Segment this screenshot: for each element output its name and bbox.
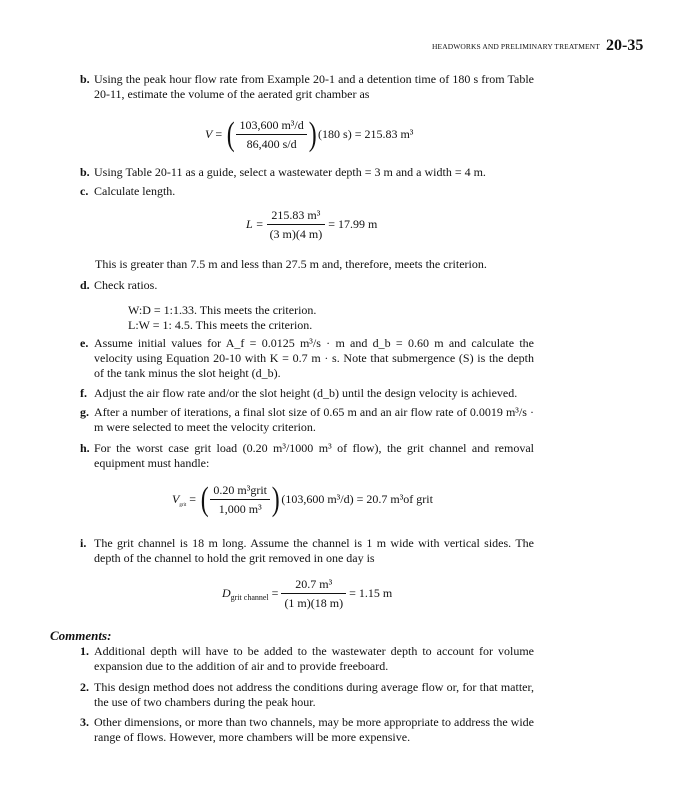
equation-rest: = 1.15 m xyxy=(349,585,393,600)
step-label: b. xyxy=(80,165,90,179)
step-e xyxy=(80,336,534,381)
equation-denominator: 86,400 s/d xyxy=(246,137,297,151)
step-f xyxy=(80,386,534,401)
comment-text: This design method does not address the conditions during average flow or, for that matter, the use of two chambers during the peak hour. xyxy=(94,680,534,709)
equation-depth: $D_{grit channel}$ = $\frac{\text{20.7 m³}}{(1 m)(18 m)}$ = 1.15 m xyxy=(222,577,393,610)
comment-item xyxy=(80,715,534,745)
step-label: i. xyxy=(80,536,87,550)
running-header: HEADWORKS AND PRELIMINARY TREATMENT xyxy=(432,42,600,51)
comment-item xyxy=(80,680,534,710)
comment-label: 2. xyxy=(80,680,89,694)
equation-denominator: (1 m)(18 m) xyxy=(284,596,344,610)
equation-rest: (180 s) = 215.83 m³ xyxy=(318,126,414,141)
length-note: This is greater than 7.5 m and less than 27.5 m and, therefore, meets the criterion. xyxy=(95,257,487,271)
comment-label: 3. xyxy=(80,715,89,729)
step-c xyxy=(80,184,534,199)
step-h xyxy=(80,441,534,471)
step-text: Assume initial values for A_f = 0.0125 m³/s · m and d_b = 0.60 m and calculate the velocity using Equation 20-10 with K = 0.7 m · s. Note that submergence (S) is the depth of the tank minus the slot height (d_b). xyxy=(94,336,534,380)
step-text: The grit channel is 18 m long. Assume the channel is 1 m wide with vertical sides. The depth of the channel to hold the grit removed in one day is xyxy=(94,536,534,565)
step-label: h. xyxy=(80,441,90,455)
equation-length xyxy=(246,208,377,242)
comment-text: Other dimensions, or more than two channels, may be more appropriate to address the wide range of flows. However, more chambers will be more expensive. xyxy=(94,715,534,744)
step-label: c. xyxy=(80,184,89,198)
step-label: g. xyxy=(80,405,89,419)
equation-grit: $V_{grit}$ = ( $\frac{\text{0.20 m³grit}}{\text{1,000 m³}}$ ) (103,600 m³/d) = 20.7 m³of grit xyxy=(172,481,433,518)
equation-lhs-subscript: grit channel xyxy=(230,592,269,602)
comment-item xyxy=(80,644,534,674)
step-g xyxy=(80,405,534,435)
equation-lhs: D xyxy=(222,585,231,600)
equation-denominator: 1,000 m³ xyxy=(218,502,262,516)
step-text: Check ratios. xyxy=(94,278,158,292)
page-number: 20-35 xyxy=(606,37,644,54)
step-i xyxy=(80,536,534,566)
equation-lhs: L = xyxy=(246,216,264,231)
comment-label: 1. xyxy=(80,644,89,658)
step-label: f. xyxy=(80,386,87,400)
equation-lhs: V xyxy=(205,126,213,141)
equation-volume: V = ( $\frac{\text{103,600 m³/d}}{86,400 s/d}$ ) (180 s) = 215.83 m³ xyxy=(205,116,414,153)
equation-rest: (103,600 m³/d) = 20.7 m³of grit xyxy=(281,491,433,506)
ratio-wd: W:D = 1:1.33. This meets the criterion. xyxy=(128,303,317,317)
step-text: After a number of iterations, a final slot size of 0.65 m and an air flow rate of 0.0019 m³/s · m were selected to meet the velocity criterion. xyxy=(94,405,534,434)
equation-numerator: 215.83 m³ xyxy=(267,208,326,225)
comments-heading: Comments: xyxy=(50,628,112,643)
equation-numerator: 103,600 m³/d xyxy=(236,118,306,135)
step-b-volume xyxy=(80,72,534,102)
ratio-lw: L:W = 1: 4.5. This meets the criterion. xyxy=(128,318,313,332)
step-text: Using Table 20-11 as a guide, select a wastewater depth = 3 m and a width = 4 m. xyxy=(94,165,486,179)
step-text: Using the peak hour flow rate from Example 20-1 and a detention time of 180 s from Table 20-11, estimate the volume of the aerated grit chamber as xyxy=(94,72,534,101)
step-label: d. xyxy=(80,278,90,292)
step-label: e. xyxy=(80,336,89,350)
step-text: Adjust the air flow rate and/or the slot height (d_b) until the design velocity is achieved. xyxy=(94,386,518,400)
step-d xyxy=(80,278,534,293)
equation-denominator: (3 m)(4 m) xyxy=(269,227,323,241)
equation-rest: = 17.99 m xyxy=(328,216,378,231)
step-b-depth xyxy=(80,165,534,180)
comment-text: Additional depth will have to be added to the wastewater depth to account for volume expansion due to the addition of air and to provide freeboard. xyxy=(94,644,534,673)
equation-numerator: 20.7 m³ xyxy=(281,577,346,594)
equation-lhs: V xyxy=(172,491,180,506)
equation-numerator: 0.20 m³grit xyxy=(210,483,270,500)
step-label: b. xyxy=(80,72,90,86)
step-text: Calculate length. xyxy=(94,184,176,198)
step-text: For the worst case grit load (0.20 m³/1000 m³ of flow), the grit channel and removal equipment must handle: xyxy=(94,441,534,470)
equation-lhs-subscript: grit xyxy=(179,502,187,508)
